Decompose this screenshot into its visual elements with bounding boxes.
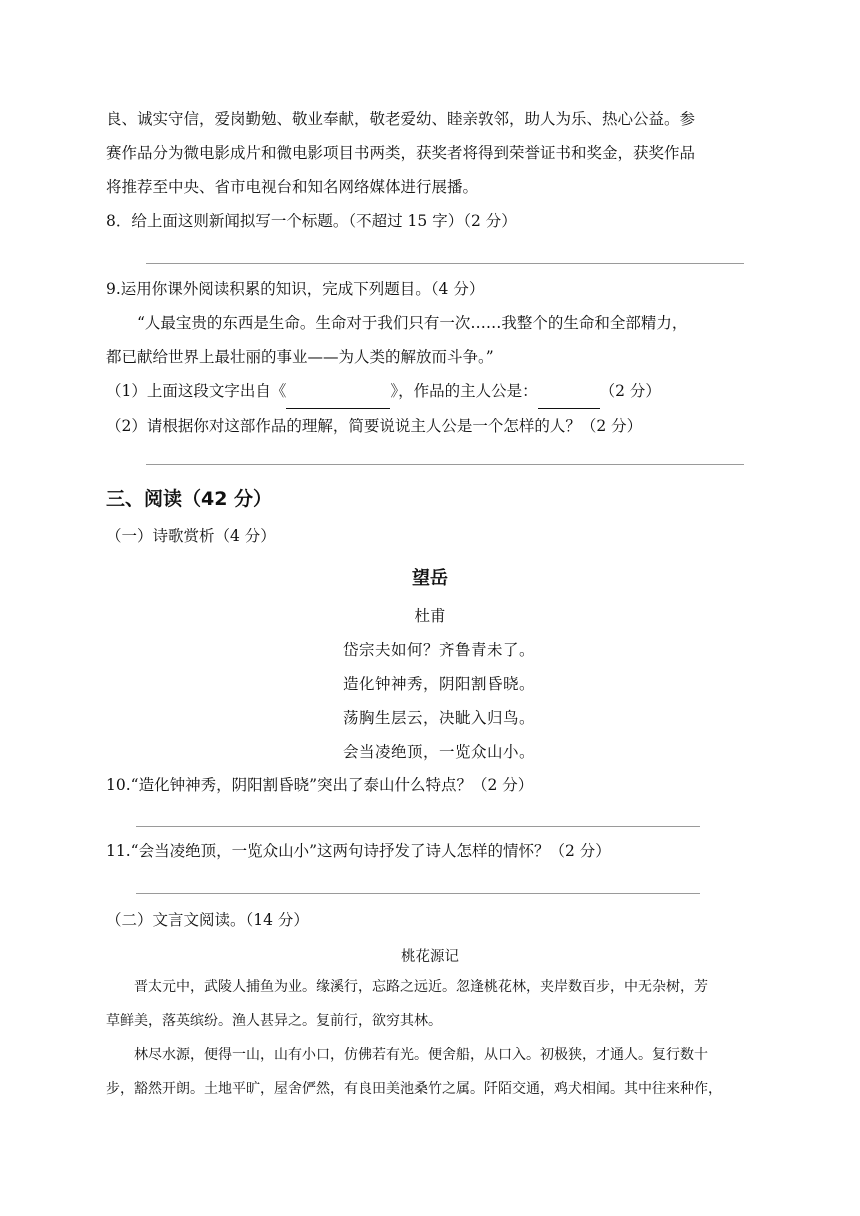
part-2-text: （二）文言文阅读。（14 分） [106, 911, 309, 929]
sub1-suffix: （2 分） [599, 382, 661, 400]
section-heading: 三、阅读（42 分） [106, 488, 273, 510]
poem-line: 造化钟神秀，阴阳割昏晓。 [343, 675, 536, 693]
question-8 [106, 204, 756, 238]
poem-title: 望岳 [412, 568, 448, 589]
question-9-sub2: （2）请根据你对这部作品的理解，简要说说主人公是一个怎样的人？（2 分） [106, 417, 643, 435]
book-title-blank[interactable] [286, 374, 390, 409]
news-line: 赛作品分为微电影成片和微电影项目书两类，获奖者将得到荣誉证书和奖金，获奖作品 [106, 144, 696, 162]
essay-line: 林尽水源，便得一山，山有小口，仿佛若有光。便舍船，从口入。初极狭，才通人。复行数十 [134, 1047, 708, 1063]
essay-line: 晋太元中，武陵人捕鱼为业。缘溪行，忘路之远近。忽逢桃花林，夹岸数百步，中无杂树，芳 [134, 979, 708, 995]
news-line: 良、诚实守信，爱岗勤勉、敬业奉献，敬老爱幼、睦亲敦邻，助人为乐、热心公益。参 [106, 110, 696, 128]
essay-body [106, 970, 756, 1106]
news-paragraph [106, 102, 756, 204]
sub1-prefix: （1）上面这段文字出自《 [106, 382, 287, 400]
question-11 [106, 834, 756, 868]
essay-line: 草鲜美，落英缤纷。渔人甚异之。复前行，欲穷其林。 [106, 1013, 442, 1029]
essay-title: 桃花源记 [401, 949, 459, 965]
question-8-text: 8．给上面这则新闻拟写一个标题。（不超过 15 字）（2 分） [106, 212, 517, 230]
poem-line: 荡胸生层云，决眦入归鸟。 [343, 709, 536, 727]
essay-line: 步，豁然开朗。土地平旷，屋舍俨然，有良田美池桑竹之属。阡陌交通，鸡犬相闻。其中往来种作， [106, 1081, 722, 1097]
part-1-label [106, 519, 756, 553]
poem-line: 会当凌绝顶，一览众山小。 [343, 743, 536, 761]
answer-line-q10[interactable] [136, 826, 700, 827]
question-11-text: 11.“会当凌绝顶，一览众山小”这两句诗抒发了诗人怎样的情怀？（2 分） [106, 842, 611, 860]
question-10-text: 10.“造化钟神秀，阴阳割昏晓”突出了泰山什么特点？（2 分） [106, 776, 534, 794]
poem-author: 杜甫 [414, 607, 446, 625]
answer-line-q9[interactable] [146, 464, 744, 465]
protagonist-blank[interactable] [538, 374, 600, 409]
quote-line: “人最宝贵的东西是生命。生命对于我们只有一次……我整个的生命和全部精力， [137, 314, 688, 332]
part-1-text: （一）诗歌赏析（4 分） [106, 527, 276, 545]
news-line: 将推荐至中央、省市电视台和知名网络媒体进行展播。 [106, 178, 479, 196]
question-10 [106, 768, 756, 802]
poem-line: 岱宗夫如何？齐鲁青未了。 [343, 641, 536, 659]
question-9-text: 9.运用你课外阅读积累的知识，完成下列题目。（4 分） [106, 280, 485, 298]
question-9 [106, 272, 756, 443]
question-9-sub1 [106, 374, 756, 409]
sub1-middle: 》，作品的主人公是： [390, 382, 538, 400]
answer-line-q8[interactable] [146, 263, 744, 264]
answer-line-q11[interactable] [136, 893, 700, 894]
quote-line: 都已献给世界上最壮丽的事业——为人类的解放而斗争。” [106, 348, 494, 366]
part-2-label [106, 903, 756, 937]
